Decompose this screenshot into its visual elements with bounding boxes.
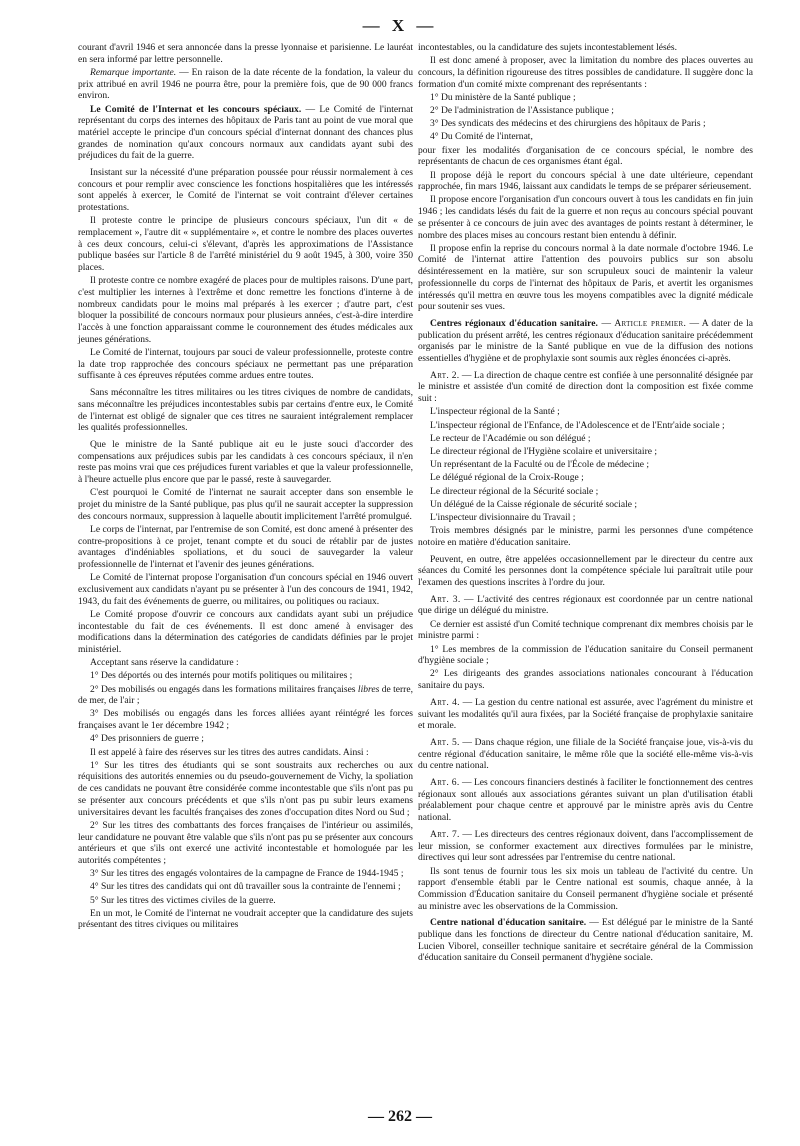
paragraph: Il propose déjà le report du concours spécial à une date ultérieure, cependant rapprochée, fin mars 1946, laissant aux candidats le temps de se préparer sérieusement. xyxy=(418,169,753,193)
paragraph: Art. 4. — La gestion du centre national est assurée, avec l'agrément du ministre et suivant les modalités qu'il aura fixées, par la Société française de prophylaxie sanitaire et morale. xyxy=(418,696,754,732)
paragraph: Centres régionaux d'éducation sanitaire. — Article premier. — A dater de la publication du présent arrêté, les centres régionaux d'éducation sanitaire précédemment organisés par le ministre de la Santé publique en vue de la diffusion des notions essentielles d'hygiène et de prophylaxie sont soumis aux règles énoncées ci-après. xyxy=(418,317,753,365)
article-label: Art. 5. xyxy=(430,736,460,748)
section-heading: Centres régionaux d'éducation sanitaire. xyxy=(430,317,598,329)
paragraph: Acceptant sans réserve la candidature : xyxy=(90,657,239,669)
paragraph: Centre national d'éducation sanitaire. — Est délégué par le ministre de la Santé publique dans les fonctions de directeur du Centre national d'éducation sanitaire, M. Lucien Viborel, conseiller technique sanitaire et secrétaire général de la Commission d'éducation sanitaire du Conseil permanent d'hygiène sociale. xyxy=(418,917,754,964)
paragraph: Art. 2. — La direction de chaque centre est confiée à une personnalité désignée par le ministre et assistée d'un comité de direction dont la composition est fixée comme suit : xyxy=(418,369,753,405)
paragraph: Que le ministre de la Santé publique ait eu le juste souci d'accorder des compensations aux préjudices subis par les candidats à ces concours spéciaux, il n'en reste pas moins vrai que ces préjudices furent variables et que la valeur professionnelle, à l'heure actuelle plus encore que par le passé, reste à sauvegarder. xyxy=(78,439,413,486)
paragraph: Insistant sur la nécessité d'une préparation poussée pour réussir normalement à ces concours et pour remplir avec conscience les fonctions hospitalières que les intéressés sont appelés à exercer, le Comité de l'internat se voit contraint d'élever certaines protestations. xyxy=(78,167,413,214)
article-label: Art. 6. xyxy=(430,777,460,789)
list-item: 3° Des mobilisés ou engagés dans les forces alliées ayant réintégré les forces françaises avant le 1er décembre 1942 ; xyxy=(78,708,413,732)
list-item: Un délégué de la Caisse régionale de sécurité sociale ; xyxy=(430,498,638,510)
paragraph: Il proteste contre le principe de plusieurs concours spéciaux, l'un dit « de remplacement », l'autre dit « supplémentaire », et contre le nombre des places ouvertes à ces deux concours, celui-ci s'élevant, d'après les approximations de l'Assistance publique basées sur l'article 8 de l'arrêté ministériel du 9 août 1945, à 300, voire 350 places. xyxy=(78,215,413,274)
article-label: Art. 3. xyxy=(430,593,461,605)
paragraph: Le Comité de l'internat, toujours par souci de valeur professionnelle, proteste contre la date trop rapprochée des concours spéciaux ne permettant pas une préparation suffisante à ces épreuves réputées comme ardues entre toutes. xyxy=(78,347,413,382)
paragraph: Ils sont tenus de fournir tous les six mois un tableau de l'activité du centre. Un rapport d'ensemble établi par le Centre national est soumis, chaque année, à la Commission d'Éducation sanitaire du Conseil permanent d'hygiène sociale et présenté au ministre avec les observations de la Commission. xyxy=(418,865,753,912)
list-item: Le recteur de l'Académie ou son délégué ; xyxy=(430,432,591,444)
paragraph: Peuvent, en outre, être appelées occasionnellement par le directeur du centre aux séances du Comité les personnes dont la compétence spéciale lui paraîtrait utile pour l'examen des questions inscrites à l'ordre du jour. xyxy=(418,553,753,589)
paragraph: Il propose enfin la reprise du concours normal à la date normale d'octobre 1946. Le Comité de l'internat attire l'attention des pouvoirs publics sur son absolu désintéressement en la matière, sur son scrupuleux souci de maintenir la valeur professionnelle du corps de l'internat des hôpitaux de Paris, et avertit les organismes intéressés qu'il mettra en œuvre tous les moyens compatibles avec la dignité médicale pour soutenir ses vues. xyxy=(418,242,753,313)
article-label: Art. 2. xyxy=(430,369,460,381)
paragraph: Il proteste contre ce nombre exagéré de places pour de multiples raisons. D'une part, c'est multiplier les internes à l'extrême et donc remettre les fonctions d'interne à de nombreux candidats pour le moins mal préparés à les exercer ; d'autre part, c'est bloquer la possibilité de concours normaux pour plusieurs années, c'est-à-dire interdire l'accès à une fonction apparaissant comme le couronnement des études médicales aux jeunes générations. xyxy=(78,275,413,345)
article-label: Art. 7. xyxy=(430,828,460,840)
left-column xyxy=(78,42,413,933)
list-item: 5° Sur les titres des victimes civiles de la guerre. xyxy=(90,894,276,906)
list-item: L'inspecteur régional de l'Enfance, de l'Adolescence et de l'Entr'aide sociale ; xyxy=(430,419,725,431)
paragraph: Il est donc amené à proposer, avec la limitation du nombre des places ouvertes au concours, la définition rigoureuse des titres possibles de candidature. Il suggère donc la formation d'un comité mixte comprenant des représentants : xyxy=(418,55,753,90)
paragraph: C'est pourquoi le Comité de l'internat ne saurait accepter dans son ensemble le projet du ministre de la Santé publique, pas plus qu'il ne saurait accepter la suppression des concours normaux, suppression à laquelle aboutit implicitement l'arrêté promulgué. xyxy=(78,487,413,522)
paragraph: incontestables, ou la candidature des sujets incontestablement lésés. xyxy=(418,42,678,53)
paragraph: Le Comité de l'internat propose l'organisation d'un concours spécial en 1946 ouvert exclusivement aux candidats n'ayant pu se présenter à l'un des concours de 1941, 1942, 1943, du fait des événements de guerre, ou militaires, ou politiques ou raciaux. xyxy=(78,572,413,607)
list-item: Trois membres désignés par le ministre, parmi les personnes d'une compétence notoire en matière d'éducation sanitaire. xyxy=(418,525,753,548)
list-item: Un représentant de la Faculté ou de l'École de médecine ; xyxy=(430,459,650,471)
paragraph: Art. 3. — L'activité des centres régionaux est coordonnée par un centre national que dirige un délégué du ministre. xyxy=(418,593,754,617)
list-item: 3° Des syndicats des médecins et des chirurgiens des hôpitaux de Paris ; xyxy=(430,118,706,130)
paragraph: Il propose encore l'organisation d'un concours ouvert à tous les candidats en fin juin 1946 ; les candidats lésés du fait de la guerre et non reçus au concours spécial pouvant se présenter à ce concours de juin avec des avantages de points restant à déterminer, le nombre des places mises au concours restant bien entendu à définir. xyxy=(418,194,753,241)
paragraph: Remarque importante. — En raison de la date récente de la fondation, la valeur du prix attribué en avril 1946 ne pourra être, pour la première fois, que de 90 000 francs environ. xyxy=(78,66,413,102)
list-item: Le directeur régional de la Sécurité sociale ; xyxy=(430,485,599,497)
list-item: Le délégué régional de la Croix-Rouge ; xyxy=(430,472,584,484)
paragraph: Art. 6. — Les concours financiers destinés à faciliter le fonctionnement des centres régionaux sont alloués aux associations gérantes suivant un plan d'utilisation établi préalablement pour chaque centre et approuvé par le ministre après avis du Centre national. xyxy=(418,777,753,824)
list-item: 4° Du Comité de l'internat, xyxy=(430,131,533,143)
list-item: L'inspecteur divisionnaire du Travail ; xyxy=(430,512,576,524)
paragraph: courant d'avril 1946 et sera annoncée dans la presse lyonnaise et parisienne. Le lauréat en sera informé par lettre personnelle. xyxy=(78,42,413,65)
paragraph: Le corps de l'internat, par l'entremise de son Comité, est donc amené à présenter des contre-propositions à ce projet, tenant compte et du souci de rétablir par de justes avantages d'indéniables spoliations, et du souci de sauvegarder la valeur professionnelle de l'internat et l'avenir des jeunes générations. xyxy=(78,523,413,571)
section-heading: Centre national d'éducation sanitaire. xyxy=(430,917,587,929)
page-number: — 262 — xyxy=(368,1108,432,1125)
list-item: 1° Des déportés ou des internés pour motifs politiques ou militaires ; xyxy=(90,670,353,682)
list-item: 1° Du ministère de la Santé publique ; xyxy=(430,91,576,103)
remark-heading: Remarque importante. xyxy=(90,66,177,78)
paragraph: En un mot, le Comité de l'internat ne voudrait accepter que la candidature des sujets présentant des titres civiques ou militaires xyxy=(78,907,413,931)
paragraph: Ce dernier est assisté d'un Comité technique comprenant dix membres choisis par le ministre parmi : xyxy=(418,618,753,642)
list-item: Le directeur régional de l'Hygiène scolaire et universitaire ; xyxy=(430,446,658,457)
paragraph: pour fixer les modalités d'organisation de ce concours spécial, le nombre des représentants de chacun de ces organismes étant égal. xyxy=(418,144,753,168)
paragraph: Art. 7. — Les directeurs des centres régionaux doivent, dans l'accomplissement de leur mission, se conformer exactement aux directives formulées par le ministre, directives qui leur sont adressées par l'entremise du centre national. xyxy=(418,828,754,864)
right-column xyxy=(418,42,753,966)
article-label: — Article premier. xyxy=(597,317,687,329)
list-item: 2° De l'administration de l'Assistance publique ; xyxy=(430,105,614,117)
paragraph: Sans méconnaître les titres militaires ou les titres civiques de nombre de candidats, sans méconnaître les préjudices incontestables subis par certains d'entre eux, le Comité de l'internat est obligé de signaler que ces titres ne sauraient intégralement remplacer les qualités professionnelles. xyxy=(78,387,413,434)
list-item: 3° Sur les titres des engagés volontaires de la campagne de France de 1944-1945 ; xyxy=(90,868,404,880)
paragraph: Le Comité propose d'ouvrir ce concours aux candidats ayant subi un préjudice incontestable du fait de ces événements. Il est donc amené à envisager des modifications dans la détermination des catégories de candidats définies par le projet ministériel. xyxy=(78,608,413,655)
page-header-roman-numeral: — X — xyxy=(362,16,438,35)
list-item: 2° Des mobilisés ou engagés dans les formations militaires françaises libres de terre, de mer, de l'air ; xyxy=(78,683,413,707)
article-label: Art. 4. xyxy=(430,696,460,708)
list-item: 4° Sur les titres des candidats qui ont dû travailler sous la contrainte de l'ennemi ; xyxy=(90,881,401,893)
list-item: 4° Des prisonniers de guerre ; xyxy=(90,733,204,745)
list-item: 1° Sur les titres des étudiants qui se sont soustraits aux recherches ou aux réquisitions des autorités ennemies ou du pseudo-gouvernement de Vichy, la spoliation de ces candidats ne pouvant être considérée comme incontestable que s'ils n'ont pas pu se présenter aux concours précédents et que s'ils n'ont pas pu subir leurs examens universitaires devant les facultés françaises des zones d'occupation dites Nord ou Sud ; xyxy=(78,759,413,818)
paragraph: Le Comité de l'Internat et les concours spéciaux. — Le Comité de l'internat représentant du corps des internes des hôpitaux de Paris tant au point de vue moral que matériel accepte le principe d'un concours spécial d'internat donnant des chances plus grandes de nomination qu'aux concours normaux aux candidats ayant subi des préjudices du fait de la guerre. xyxy=(78,103,413,162)
list-item: 1° Les membres de la commission de l'éducation sanitaire du Conseil permanent d'hygiène sociale ; xyxy=(418,643,753,667)
list-item: 2° Sur les titres des combattants des forces françaises de l'intérieur ou assimilés, leur candidature ne pouvant être valable que s'ils n'ont pas pu se présenter aux concours antérieurs et que s'ils ont exercé une activité incontestable et homologuée par les autorités compétentes ; xyxy=(78,819,413,866)
section-heading: Le Comité de l'Internat et les concours spéciaux. xyxy=(90,103,302,115)
list-item: L'inspecteur régional de la Santé ; xyxy=(430,406,560,418)
paragraph: Art. 5. — Dans chaque région, une filiale de la Société française joue, vis-à-vis du centre régional d'éducation sanitaire, le même rôle que la société elle-même vis-à-vis du centre national. xyxy=(418,736,754,772)
paragraph: Il est appelé à faire des réserves sur les titres des autres candidats. Ainsi : xyxy=(90,746,369,758)
list-item: 2° Les dirigeants des grandes associations nationales concourant à l'éducation sanitaire du pays. xyxy=(418,668,753,692)
